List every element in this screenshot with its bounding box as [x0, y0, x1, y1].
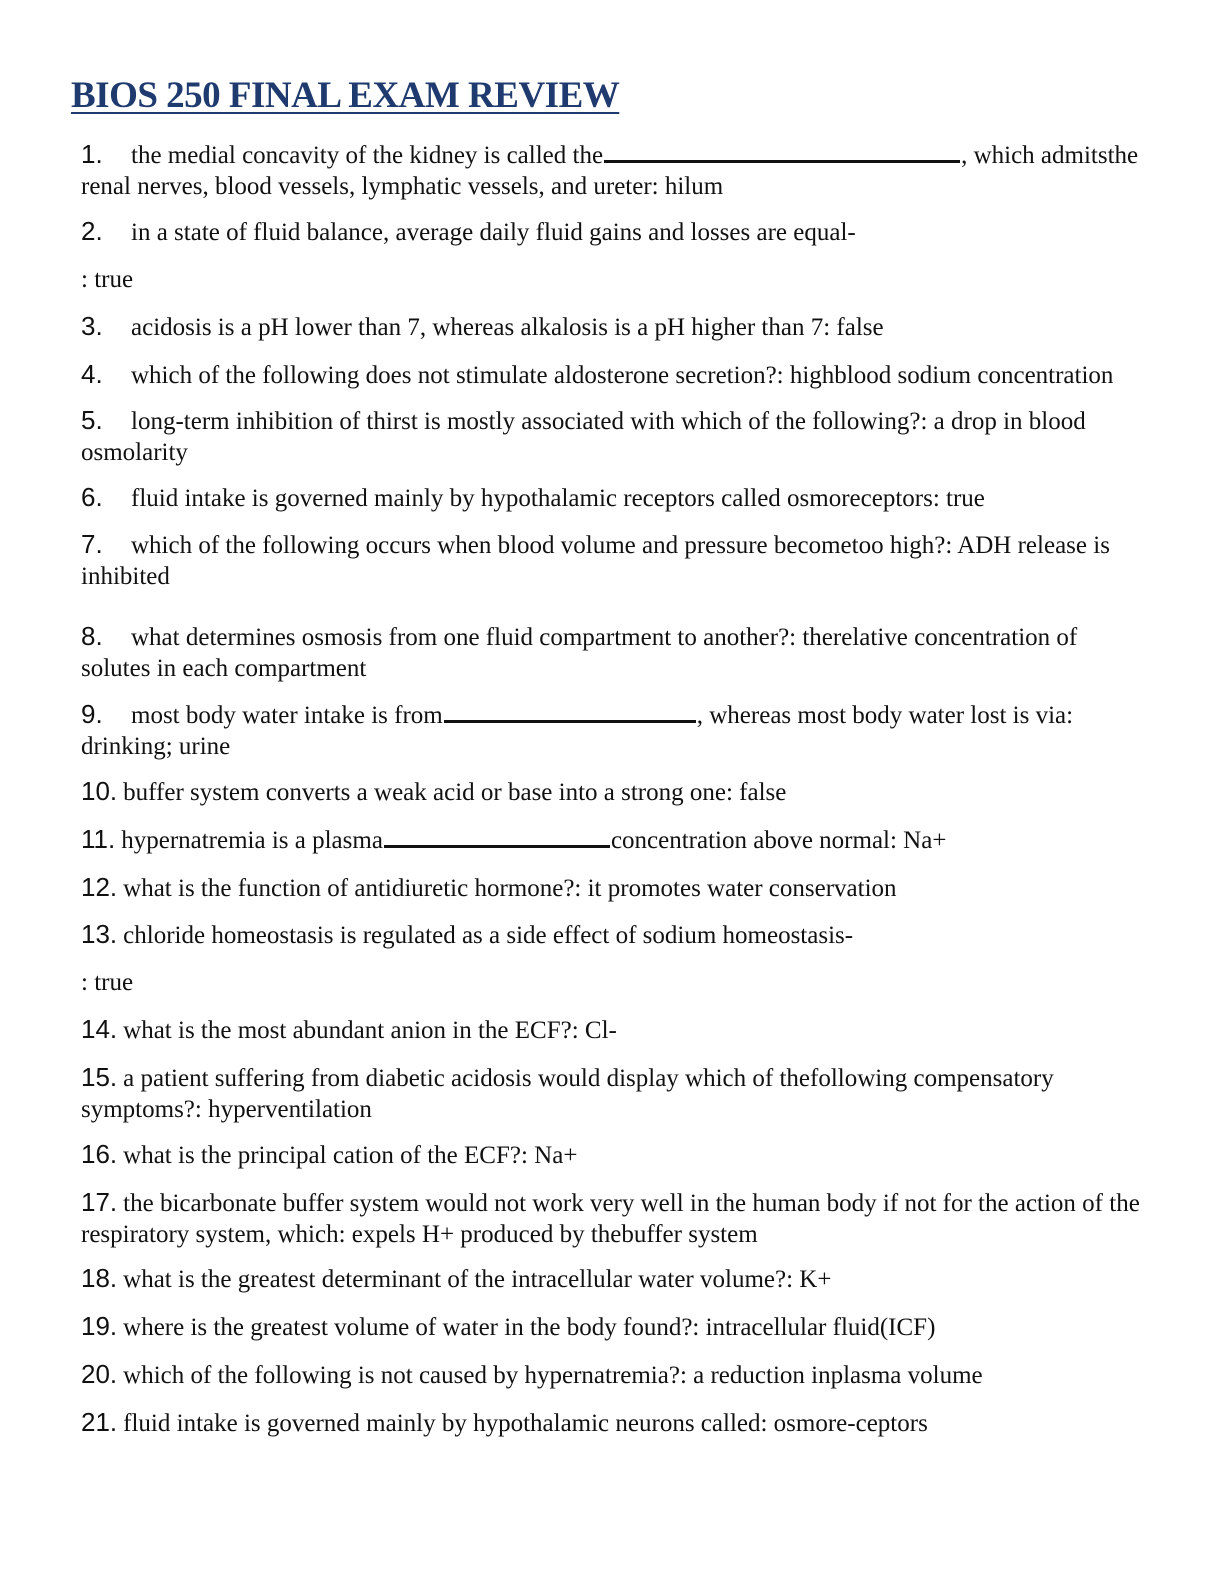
question-2-answer: : true [81, 266, 134, 293]
question-number: 10. [81, 776, 118, 806]
question-number: 13. [81, 919, 118, 949]
question-text: what is the most abundant anion in the ECF?: Cl- [123, 1017, 617, 1044]
question-3 [81, 311, 1141, 343]
question-text: which of the following occurs when blood volume and pressure becometoo high?: ADH release is inhibited [81, 532, 1110, 590]
question-text: chloride homeostasis is regulated as a side effect of sodium homeostasis- [123, 922, 854, 949]
question-text: the medial concavity of the kidney is called the [131, 142, 604, 169]
question-18 [81, 1263, 1141, 1295]
question-number: 6. [81, 482, 103, 512]
question-number: 12. [81, 872, 118, 902]
question-16 [81, 1139, 1141, 1171]
question-13-answer: : true [81, 969, 134, 996]
question-text: the bicarbonate buffer system would not work very well in the human body if not for the action of the respiratory system, which: expels H+ produced by thebuffer system [81, 1190, 1140, 1248]
document-page [71, 70, 1141, 1439]
question-text: a patient suffering from diabetic acidosis would display which of thefollowing compensatory symptoms?: hyperventilation [81, 1065, 1054, 1123]
question-12 [81, 872, 1141, 904]
question-number: 4. [81, 359, 103, 389]
question-text: which of the following does not stimulate aldosterone secretion?: highblood sodium concentration [131, 362, 1114, 389]
question-number: 18. [81, 1263, 118, 1293]
question-text: what is the principal cation of the ECF?: Na+ [123, 1142, 578, 1169]
question-number: 19. [81, 1311, 118, 1341]
question-17 [81, 1187, 1141, 1250]
question-text: in a state of fluid balance, average daily fluid gains and losses are equal- [131, 219, 856, 246]
question-14 [81, 1014, 1141, 1046]
question-9 [81, 699, 1141, 762]
question-15 [81, 1062, 1141, 1125]
question-6 [81, 482, 1141, 514]
answer-blank [604, 140, 960, 163]
question-number: 15. [81, 1062, 118, 1092]
question-number: 20. [81, 1359, 118, 1389]
question-10 [81, 776, 1141, 808]
question-20 [81, 1359, 1141, 1391]
question-number: 3. [81, 311, 103, 341]
question-5 [81, 405, 1141, 468]
question-number: 16. [81, 1139, 118, 1169]
question-11 [81, 824, 1141, 856]
question-number: 11. [81, 824, 116, 854]
question-text: hypernatremia is a plasma [121, 827, 383, 854]
question-7 [81, 529, 1141, 592]
question-13 [81, 919, 1141, 951]
question-number: 7. [81, 529, 103, 559]
question-19 [81, 1311, 1141, 1343]
question-text: what is the greatest determinant of the intracellular water volume?: K+ [123, 1266, 832, 1293]
question-text: what determines osmosis from one fluid compartment to another?: therelative concentration of solutes in each compartment [81, 624, 1078, 682]
question-text-cont: , which admitsthe renal nerves, blood vessels, lymphatic vessels, and ureter: hilum [81, 142, 1139, 200]
question-text: fluid intake is governed mainly by hypothalamic neurons called: osmore-ceptors [123, 1410, 928, 1437]
question-number: 21. [81, 1407, 118, 1437]
question-number: 14. [81, 1014, 118, 1044]
question-text: what is the function of antidiuretic hormone?: it promotes water conservation [123, 875, 897, 902]
question-number: 5. [81, 405, 103, 435]
question-text: fluid intake is governed mainly by hypothalamic receptors called osmoreceptors: true [131, 485, 985, 512]
question-2 [81, 216, 1141, 248]
question-number: 17. [81, 1187, 118, 1217]
question-number: 8. [81, 621, 103, 651]
question-text: where is the greatest volume of water in the body found?: intracellular fluid(ICF) [123, 1314, 936, 1341]
question-number: 1. [81, 139, 103, 169]
question-text: most body water intake is from [131, 702, 443, 729]
question-text-cont: concentration above normal: Na+ [610, 827, 947, 854]
answer-blank [444, 700, 696, 723]
question-text: which of the following is not caused by hypernatremia?: a reduction inplasma volume [123, 1362, 983, 1389]
question-21 [81, 1407, 1141, 1439]
answer-blank [384, 825, 610, 848]
question-number: 2. [81, 216, 103, 246]
question-number: 9. [81, 699, 103, 729]
question-4 [81, 359, 1141, 391]
page-title: BIOS 250 FINAL EXAM REVIEW [71, 75, 620, 116]
question-text: buffer system converts a weak acid or base into a strong one: false [123, 779, 787, 806]
question-text: long-term inhibition of thirst is mostly associated with which of the following?: a drop in blood osmolarity [81, 408, 1086, 466]
question-text: acidosis is a pH lower than 7, whereas alkalosis is a pH higher than 7: false [131, 314, 884, 341]
question-text-cont: , whereas most body water lost is via: drinking; urine [81, 702, 1074, 760]
question-8 [81, 621, 1141, 684]
question-1 [81, 139, 1141, 202]
